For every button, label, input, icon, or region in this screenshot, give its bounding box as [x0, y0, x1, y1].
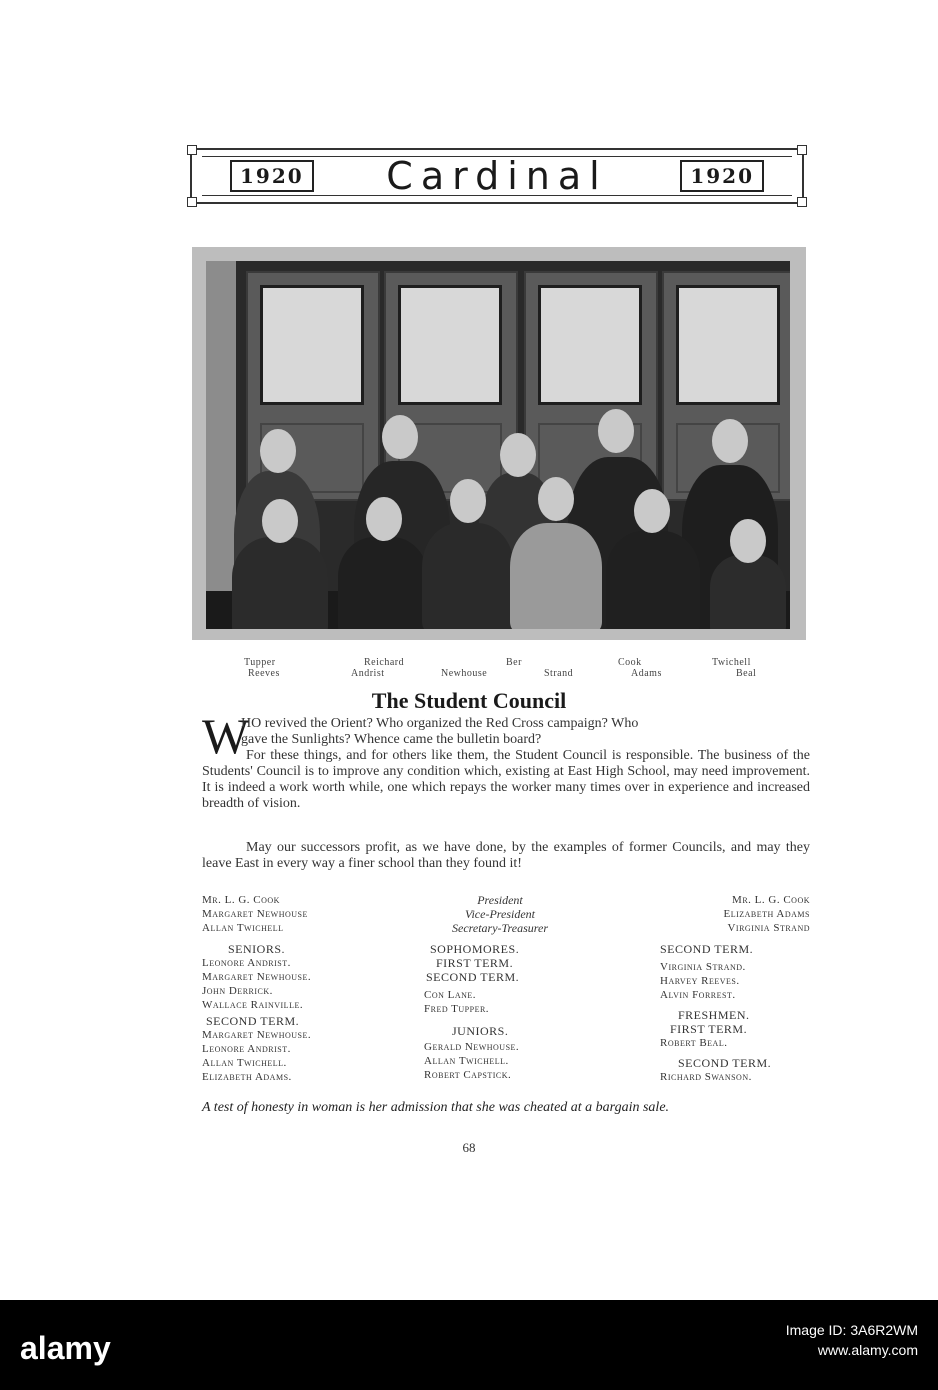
- member-name: Harvey Reeves.: [660, 975, 740, 987]
- member-name: Elizabeth Adams.: [202, 1071, 292, 1083]
- member-name: Allan Twichell.: [424, 1055, 509, 1067]
- class-heading: SOPHOMORES.: [430, 942, 520, 956]
- officer-name: Allan Twichell: [202, 922, 284, 934]
- person-reeves: [232, 537, 328, 629]
- caption-name: Reeves: [248, 668, 280, 679]
- caption-name: Twichell: [712, 657, 751, 668]
- officers-second-term: [640, 893, 810, 935]
- footer-url: www.alamy.com: [817, 1342, 918, 1358]
- officer-name: Mr. L. G. Cook: [732, 894, 810, 906]
- door-window: [676, 285, 780, 405]
- person-beal: [710, 555, 786, 629]
- person-head: [500, 433, 536, 477]
- member-name: Fred Tupper.: [424, 1003, 490, 1015]
- person-head: [262, 499, 298, 543]
- caption-name: Cook: [618, 657, 642, 668]
- member-name: Leonore Andrist.: [202, 957, 291, 969]
- officers-first-term: [202, 893, 308, 935]
- member-name: Margaret Newhouse.: [202, 971, 312, 983]
- member-name: John Derrick.: [202, 985, 273, 997]
- class-heading: JUNIORS.: [452, 1024, 509, 1038]
- member-name: Margaret Newhouse.: [202, 1029, 312, 1041]
- member-name: Allan Twichell.: [202, 1057, 287, 1069]
- caption-name: Reichard: [364, 657, 405, 668]
- door-window: [260, 285, 364, 405]
- term-heading: SECOND TERM.: [678, 1056, 772, 1070]
- member-name: Gerald Newhouse.: [424, 1041, 520, 1053]
- term-heading: SECOND TERM.: [660, 942, 754, 956]
- class-heading: FRESHMEN.: [678, 1008, 750, 1022]
- article-title: The Student Council: [371, 688, 567, 713]
- class-heading: SENIORS.: [228, 942, 286, 956]
- stock-footer: [0, 1300, 938, 1390]
- officer-name: Virginia Strand: [727, 922, 810, 934]
- drop-cap: W: [202, 708, 250, 764]
- year-left: 1920: [230, 160, 314, 192]
- right-column-list: [660, 942, 771, 1084]
- term-heading: FIRST TERM.: [436, 956, 514, 970]
- caption-name: Tupper: [244, 657, 276, 668]
- member-name: Robert Beal.: [660, 1037, 728, 1049]
- caption-name: Beal: [736, 668, 757, 679]
- year-right: 1920: [680, 160, 764, 192]
- door-window: [538, 285, 642, 405]
- person-head: [712, 419, 748, 463]
- person-head: [634, 489, 670, 533]
- member-name: Alvin Forrest.: [660, 989, 736, 1001]
- person-newhouse: [422, 523, 514, 629]
- alamy-logo: alamy: [20, 1330, 111, 1366]
- member-name: Virginia Strand.: [660, 961, 746, 973]
- footer-meta: [786, 1320, 918, 1360]
- door-window: [398, 285, 502, 405]
- caption-name: Strand: [544, 668, 574, 679]
- paragraph-line: gave the Sunlights? Whence came the bulletin board?: [241, 732, 542, 747]
- officer-title: Secretary-Treasurer: [452, 921, 548, 935]
- term-heading: SECOND TERM.: [206, 1014, 300, 1028]
- yearbook-title: Cardinal: [386, 154, 608, 198]
- caption-name: Newhouse: [441, 668, 488, 679]
- person-head: [450, 479, 486, 523]
- image-id: Image ID: 3A6R2WM: [785, 1322, 918, 1338]
- term-heading: FIRST TERM.: [670, 1022, 748, 1036]
- person-andrist: [338, 537, 428, 629]
- person-head: [382, 415, 418, 459]
- group-photo: [192, 247, 806, 640]
- sophomores-list: [424, 942, 519, 1082]
- paragraph: For these things, and for others like them, the Student Council is responsible. The business of the Students' Council is to improve any condition which, existing at East High School, may need improvement. It is indeed a work worth while, one which repays the worker many times over in experience and increased breadth of vision.: [202, 748, 810, 811]
- person-adams: [606, 531, 700, 629]
- member-name: Wallace Rainville.: [202, 999, 304, 1011]
- page-number: 68: [462, 1140, 476, 1155]
- person-head: [598, 409, 634, 453]
- paragraph: May our successors profit, as we have done, by the examples of former Councils, and may they leave East in every way a finer school than they found it!: [202, 840, 810, 871]
- person-head: [366, 497, 402, 541]
- term-heading: SECOND TERM.: [426, 970, 520, 984]
- officer-title: Vice-President: [465, 907, 535, 921]
- member-name: Richard Swanson.: [660, 1071, 752, 1083]
- member-name: Robert Capstick.: [424, 1069, 512, 1081]
- officer-name: Mr. L. G. Cook: [202, 894, 280, 906]
- caption-name: Adams: [631, 668, 662, 679]
- person-head: [260, 429, 296, 473]
- member-name: Leonore Andrist.: [202, 1043, 291, 1055]
- paragraph-line: HO revived the Orient? Who organized the Red Cross campaign? Who: [241, 716, 639, 731]
- officer-title: President: [477, 893, 523, 907]
- person-head: [730, 519, 766, 563]
- caption-name: Andrist: [351, 668, 385, 679]
- photo-frame: [206, 261, 790, 629]
- officer-name: Margaret Newhouse: [202, 908, 308, 920]
- officer-titles: [400, 893, 600, 935]
- seniors-list: [202, 942, 311, 1084]
- person-head: [538, 477, 574, 521]
- closing-quote: A test of honesty in woman is her admission that she was cheated at a bargain sale.: [202, 1100, 670, 1115]
- officer-name: Elizabeth Adams: [723, 908, 810, 920]
- member-name: Con Lane.: [424, 989, 477, 1001]
- person-strand: [510, 523, 602, 629]
- header-banner: [190, 148, 804, 204]
- caption-name: Ber: [506, 657, 522, 668]
